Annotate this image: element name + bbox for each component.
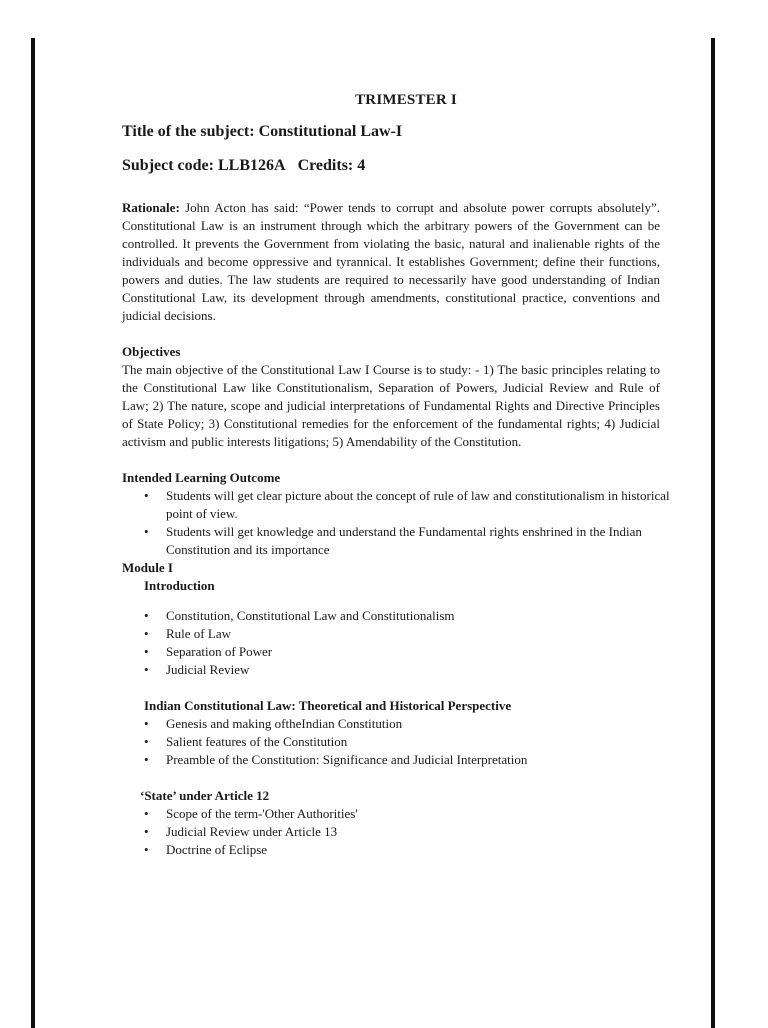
introduction-heading: Introduction xyxy=(144,578,215,593)
list-item: • Judicial Review under Article 13 xyxy=(144,824,338,839)
list-item: • Separation of Power xyxy=(144,644,273,659)
list-item: • Salient features of the Constitution xyxy=(144,734,348,749)
page-border-left xyxy=(31,38,35,1028)
perspective-list xyxy=(122,715,660,769)
subject-code: Subject code: LLB126A xyxy=(122,157,286,174)
bullet-icon: • xyxy=(144,626,149,641)
bullet-icon: • xyxy=(144,806,149,821)
list-item: • Scope of the term-'Other Authorities' xyxy=(144,806,358,821)
document-body xyxy=(122,92,670,859)
state-list xyxy=(122,805,660,859)
list-item: • Students will get knowledge and understand the Fundamental rights enshrined in the Indian Constitution and its importance xyxy=(144,524,642,557)
page-border-right xyxy=(711,38,715,1028)
subject-code-line xyxy=(122,157,660,175)
bullet-icon: • xyxy=(144,842,149,857)
list-item: • Students will get clear picture about the concept of rule of law and constitutionalism in historical point of view. xyxy=(144,488,670,521)
outcomes-list xyxy=(122,487,670,559)
bullet-icon: • xyxy=(144,716,149,731)
bullet-icon: • xyxy=(144,824,149,839)
bullet-icon: • xyxy=(144,734,149,749)
state-heading: ‘State’ under Article 12 xyxy=(140,788,270,803)
bullet-icon: • xyxy=(144,662,149,677)
objectives-paragraph: The main objective of the Constitutional Law I Course is to study: - 1) The basic principles relating to the Constitutional Law like Constitutionalism, Separation of Powers, Judicial Review and Rule of Law; 2) The nature, scope and judicial interpretations of Fundamental Rights and Directive Principles of State Policy; 3) Constitutional remedies for the enforcement of the fundamental rights; 4) Judicial activism and public interests litigations; 5) Amendability of the Constitution. xyxy=(122,362,660,449)
subject-title: Title of the subject: Constitutional Law-I xyxy=(122,123,403,140)
list-item: • Doctrine of Eclipse xyxy=(144,842,268,857)
bullet-icon: • xyxy=(144,644,149,659)
bullet-icon: • xyxy=(144,608,149,623)
outcomes-heading: Intended Learning Outcome xyxy=(122,470,281,485)
list-item: • Preamble of the Constitution: Significance and Judicial Interpretation xyxy=(144,752,528,767)
bullet-icon: • xyxy=(144,524,149,539)
credits: Credits: 4 xyxy=(297,157,366,174)
bullet-icon: • xyxy=(144,488,149,503)
rationale-label: Rationale: xyxy=(122,200,180,215)
rationale-paragraph xyxy=(122,199,660,325)
perspective-heading: Indian Constitutional Law: Theoretical and Historical Perspective xyxy=(144,698,512,713)
list-item: • Rule of Law xyxy=(144,626,231,641)
list-item: • Judicial Review xyxy=(144,662,250,677)
list-item: • Genesis and making oftheIndian Constitution xyxy=(144,716,403,731)
bullet-icon: • xyxy=(144,752,149,767)
objectives-heading: Objectives xyxy=(122,344,181,359)
introduction-list xyxy=(122,607,660,679)
rationale-text: John Acton has said: “Power tends to corrupt and absolute power corrupts absolutely”. Constitutional Law is an instrument through which the arbitrary powers of the Government can be controlled. It prevents the Government from violating the basic, natural and inalienable rights of the individuals and become oppressive and tyrannical. It establishes Government; define their functions, powers and duties. The law students are required to necessarily have good understanding of Indian Constitutional Law, its development through amendments, constitutional practice, conventions and judicial decisions. xyxy=(122,200,660,323)
module-heading: Module I xyxy=(122,560,173,575)
trimester-heading: TRIMESTER I xyxy=(355,92,457,108)
list-item: • Constitution, Constitutional Law and Constitutionalism xyxy=(144,608,455,623)
